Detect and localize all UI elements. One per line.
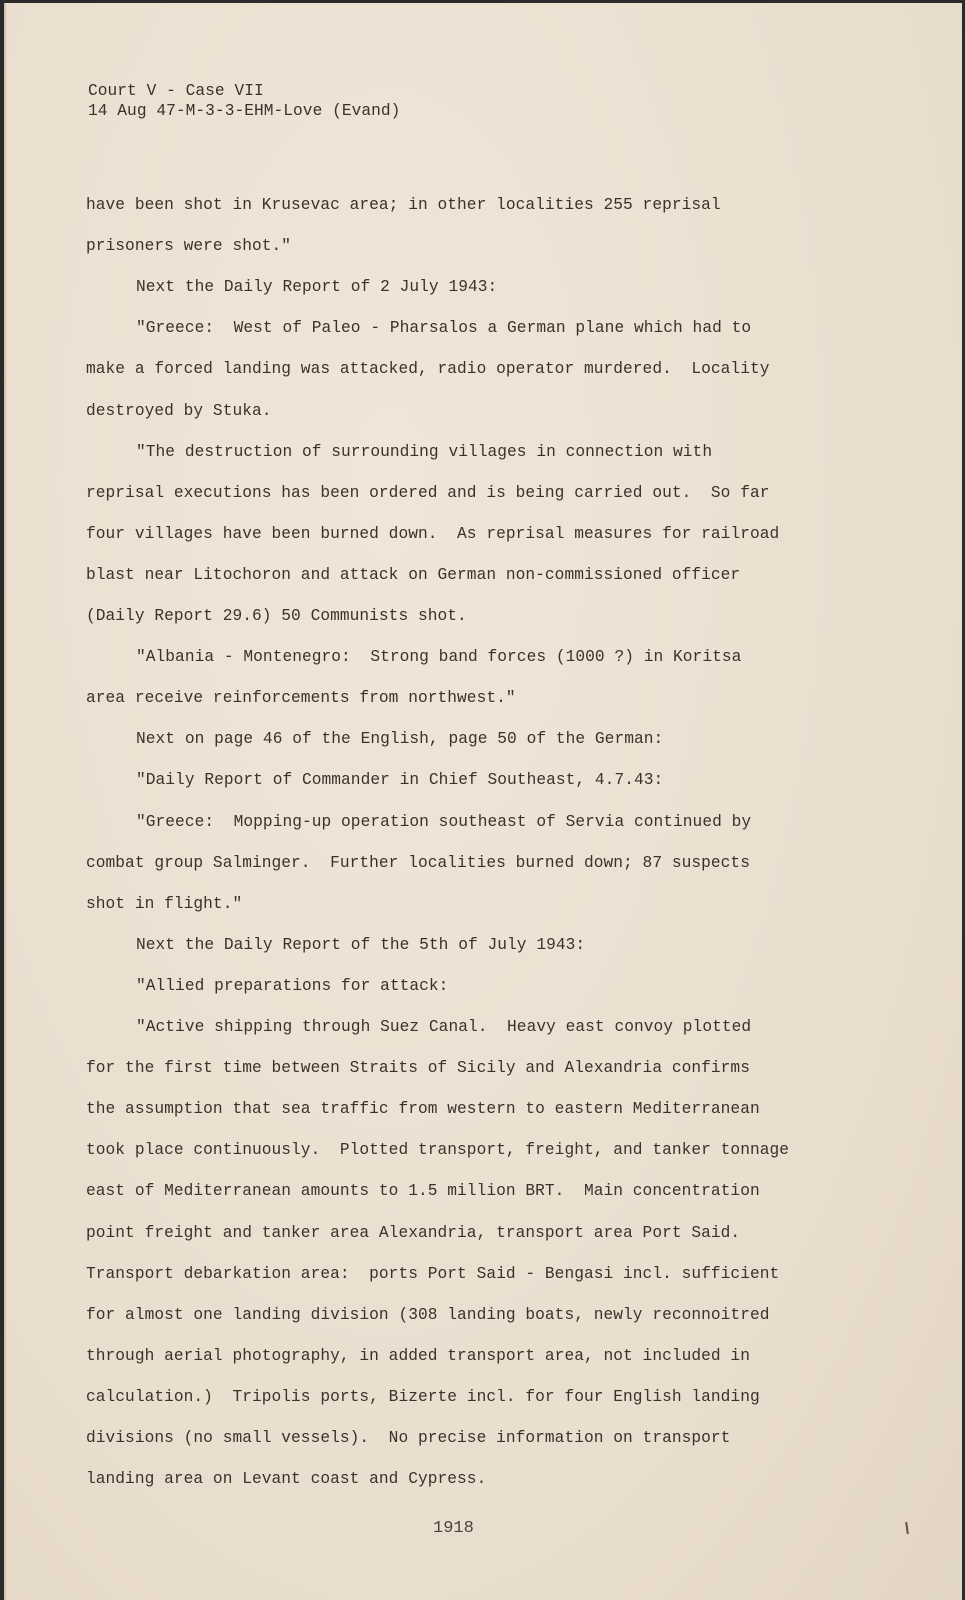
body-line: divisions (no small vessels). No precise information on transport [86, 1429, 731, 1447]
body-line: took place continuously. Plotted transport, freight, and tanker tonnage [86, 1141, 790, 1160]
body-line: the assumption that sea traffic from western to eastern Mediterranean [86, 1100, 760, 1119]
body-line: "Allied preparations for attack: [136, 976, 449, 995]
body-line: combat group Salminger. Further localities burned down; 87 suspects [86, 853, 750, 872]
header-line-date: 14 Aug 47-M-3-3-EHM-Love (Evand) [88, 102, 401, 120]
document-page [4, 3, 962, 1600]
page-number: 1918 [433, 1519, 474, 1538]
body-line: for almost one landing division (308 landing boats, newly reconnoitred [86, 1305, 770, 1324]
body-line: blast near Litochoron and attack on German non-commissioned officer [86, 565, 741, 584]
body-line: for the first time between Straits of Sicily and Alexandria confirms [86, 1059, 750, 1078]
body-line: Transport debarkation area: ports Port Said - Bengasi incl. sufficient [86, 1264, 780, 1283]
margin-mark [905, 1522, 909, 1534]
body-line: Next the Daily Report of 2 July 1943: [136, 278, 498, 297]
body-line: destroyed by Stuka. [86, 401, 272, 420]
body-line: "Albania - Montenegro: Strong band forces (1000 ?) in Koritsa [136, 648, 742, 667]
body-line: reprisal executions has been ordered and is being carried out. So far [86, 483, 770, 502]
body-line: (Daily Report 29.6) 50 Communists shot. [86, 607, 467, 625]
body-line: "Greece: West of Paleo - Pharsalos a German plane which had to [136, 319, 752, 338]
body-line: landing area on Levant coast and Cypress. [86, 1470, 487, 1489]
body-line: calculation.) Tripolis ports, Bizerte incl. for four English landing [86, 1387, 760, 1406]
body-line: "Daily Report of Commander in Chief Southeast, 4.7.43: [136, 771, 664, 790]
body-line: "The destruction of surrounding villages in connection with [136, 442, 713, 461]
body-line: through aerial photography, in added transport area, not included in [86, 1346, 750, 1365]
header-line-court: Court V - Case VII [88, 82, 264, 100]
body-line: Next the Daily Report of the 5th of July 1943: [136, 935, 586, 954]
body-line: make a forced landing was attacked, radio operator murdered. Locality [86, 360, 770, 379]
body-line: east of Mediterranean amounts to 1.5 million BRT. Main concentration [86, 1182, 760, 1201]
body-line: point freight and tanker area Alexandria, transport area Port Said. [86, 1223, 741, 1242]
body-line: "Active shipping through Suez Canal. Heavy east convoy plotted [136, 1018, 752, 1036]
page-header [88, 81, 400, 121]
body-line: Next on page 46 of the English, page 50 of the German: [136, 730, 664, 749]
body-line: prisoners were shot." [86, 237, 292, 256]
body-line: shot in flight." [86, 894, 243, 913]
body-line: "Greece: Mopping-up operation southeast of Servia continued by [136, 812, 752, 831]
body-line: area receive reinforcements from northwest." [86, 689, 516, 708]
body-line: four villages have been burned down. As reprisal measures for railroad [86, 524, 780, 543]
body-line: have been shot in Krusevac area; in other localities 255 reprisal [86, 196, 721, 214]
